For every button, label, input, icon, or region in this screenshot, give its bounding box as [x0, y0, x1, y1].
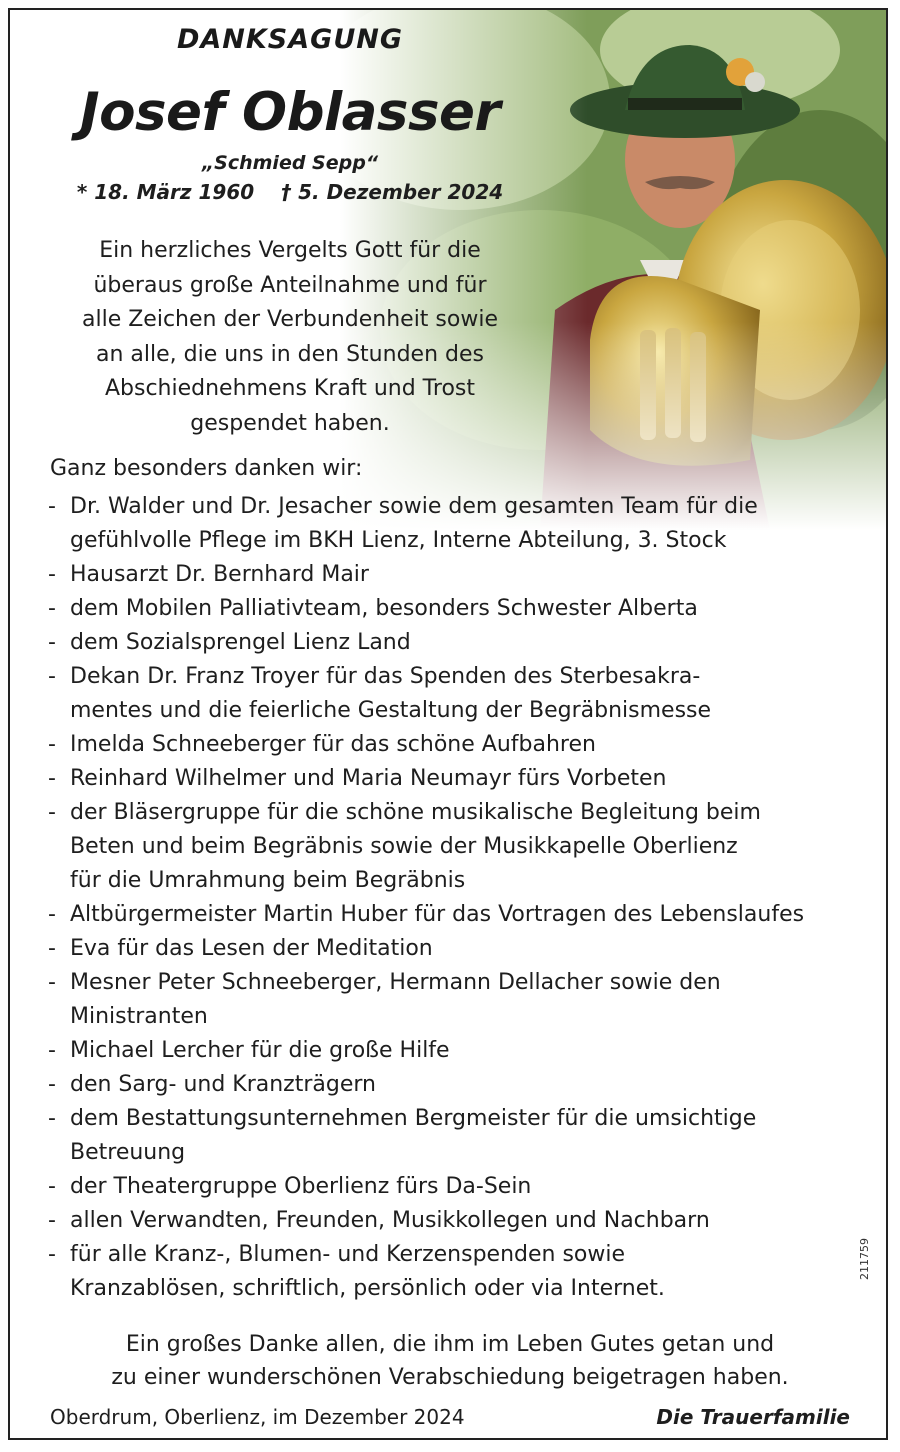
thanks-item: [48, 728, 878, 762]
thanks-item-line: Hausarzt Dr. Bernhard Mair: [70, 562, 369, 587]
death-date: † 5. Dezember 2024: [281, 180, 504, 204]
thanks-item-line: dem Bestattungsunternehmen Bergmeister für die umsichtige: [70, 1106, 757, 1131]
birth-date: * 18. März 1960: [76, 180, 255, 204]
thanks-item: [48, 558, 878, 592]
dash-bullet: -: [48, 494, 56, 519]
dash-bullet: -: [48, 596, 56, 621]
thanks-item-line: allen Verwandten, Freunden, Musikkollegen und Nachbarn: [70, 1208, 710, 1233]
thanks-item-line: Dr. Walder und Dr. Jesacher sowie dem gesamten Team für die: [70, 494, 758, 519]
thanks-item-line: Ministranten: [70, 1004, 208, 1029]
life-dates: [10, 180, 570, 204]
thanks-item-line: Imelda Schneeberger für das schöne Aufbahren: [70, 732, 596, 757]
thanks-item-line: Betreuung: [70, 1140, 186, 1165]
nickname: „Schmied Sepp“: [201, 152, 379, 174]
dash-bullet: -: [48, 732, 56, 757]
thanks-item: [48, 490, 878, 558]
dash-bullet: -: [48, 562, 56, 587]
thanks-item-line: Reinhard Wilhelmer und Maria Neumayr fürs Vorbeten: [70, 766, 667, 791]
intro-line: Ein herzliches Vergelts Gott für die: [99, 238, 481, 263]
thanks-item: [48, 660, 878, 728]
intro-line: überaus große Anteilnahme und für: [93, 272, 487, 298]
dash-bullet: -: [48, 1038, 56, 1063]
thanks-item-line: den Sarg- und Kranzträgern: [70, 1072, 376, 1097]
thanks-item: [48, 1238, 878, 1306]
intro-line: alle Zeichen der Verbundenheit sowie: [82, 307, 498, 332]
intro-text: [40, 234, 540, 441]
deceased-name: Josef Oblasser: [79, 82, 501, 143]
thanks-item: [48, 932, 878, 966]
thanks-item-line: der Bläsergruppe für die schöne musikalische Begleitung beim: [70, 800, 761, 825]
thanks-list: [48, 490, 878, 1306]
intro-line: gespendet haben.: [190, 410, 390, 436]
dash-bullet: -: [48, 902, 56, 927]
thanks-item: [48, 592, 878, 626]
dash-bullet: -: [48, 1208, 56, 1233]
dash-bullet: -: [48, 766, 56, 791]
heading-danksagung: DANKSAGUNG: [176, 24, 403, 55]
thanks-item-line: Mesner Peter Schneeberger, Hermann Dellacher sowie den: [70, 970, 721, 995]
thanks-item: [48, 1068, 878, 1102]
dash-bullet: -: [48, 800, 56, 825]
dash-bullet: -: [48, 970, 56, 995]
thanks-item-line: für alle Kranz-, Blumen- und Kerzenspenden sowie: [70, 1242, 626, 1267]
thanks-item-line: Beten und beim Begräbnis sowie der Musikkapelle Oberlienz: [70, 834, 738, 859]
ad-code: 211759: [858, 1238, 871, 1280]
signature: Die Trauerfamilie: [656, 1405, 850, 1429]
thanks-item-line: Michael Lercher für die große Hilfe: [70, 1038, 450, 1063]
thanks-item: [48, 966, 878, 1034]
dash-bullet: -: [48, 630, 56, 655]
thanks-item-line: der Theatergruppe Oberlienz fürs Da-Sein: [70, 1174, 532, 1199]
dash-bullet: -: [48, 1242, 56, 1267]
thanks-item-line: dem Sozialsprengel Lienz Land: [70, 630, 411, 655]
thanks-item: [48, 1170, 878, 1204]
dash-bullet: -: [48, 1106, 56, 1131]
place-date: Oberdrum, Oberlienz, im Dezember 2024: [50, 1405, 465, 1429]
obituary-frame: [8, 8, 888, 1440]
closing-line: Ein großes Danke allen, die ihm im Leben Gutes getan und: [125, 1332, 775, 1357]
thanks-item: [48, 898, 878, 932]
thanks-item-line: Altbürgermeister Martin Huber für das Vortragen des Lebenslaufes: [70, 902, 805, 927]
intro-line: Abschiednehmens Kraft und Trost: [104, 376, 475, 401]
closing-line: zu einer wunderschönen Verabschiedung beigetragen haben.: [111, 1365, 789, 1390]
thanks-item: [48, 626, 878, 660]
dash-bullet: -: [48, 664, 56, 689]
dash-bullet: -: [48, 1072, 56, 1097]
thanks-item: [48, 1034, 878, 1068]
dash-bullet: -: [48, 1174, 56, 1199]
thanks-item: [48, 762, 878, 796]
thanks-lead: Ganz besonders danken wir:: [50, 456, 363, 481]
thanks-item-line: dem Mobilen Palliativteam, besonders Schwester Alberta: [70, 596, 698, 621]
thanks-item-line: für die Umrahmung beim Begräbnis: [70, 868, 466, 893]
thanks-item-line: Dekan Dr. Franz Troyer für das Spenden des Sterbesakra-: [70, 664, 701, 689]
thanks-item: [48, 1204, 878, 1238]
dash-bullet: -: [48, 936, 56, 961]
closing-text: [10, 1328, 888, 1394]
thanks-item: [48, 796, 878, 898]
thanks-item-line: Kranzablösen, schriftlich, persönlich oder via Internet.: [70, 1276, 665, 1301]
intro-line: an alle, die uns in den Stunden des: [96, 341, 484, 367]
thanks-item-line: Eva für das Lesen der Meditation: [70, 936, 433, 961]
thanks-item: [48, 1102, 878, 1170]
thanks-item-line: gefühlvolle Pflege im BKH Lienz, Interne Abteilung, 3. Stock: [70, 528, 727, 553]
thanks-item-line: mentes und die feierliche Gestaltung der Begräbnismesse: [70, 698, 712, 723]
